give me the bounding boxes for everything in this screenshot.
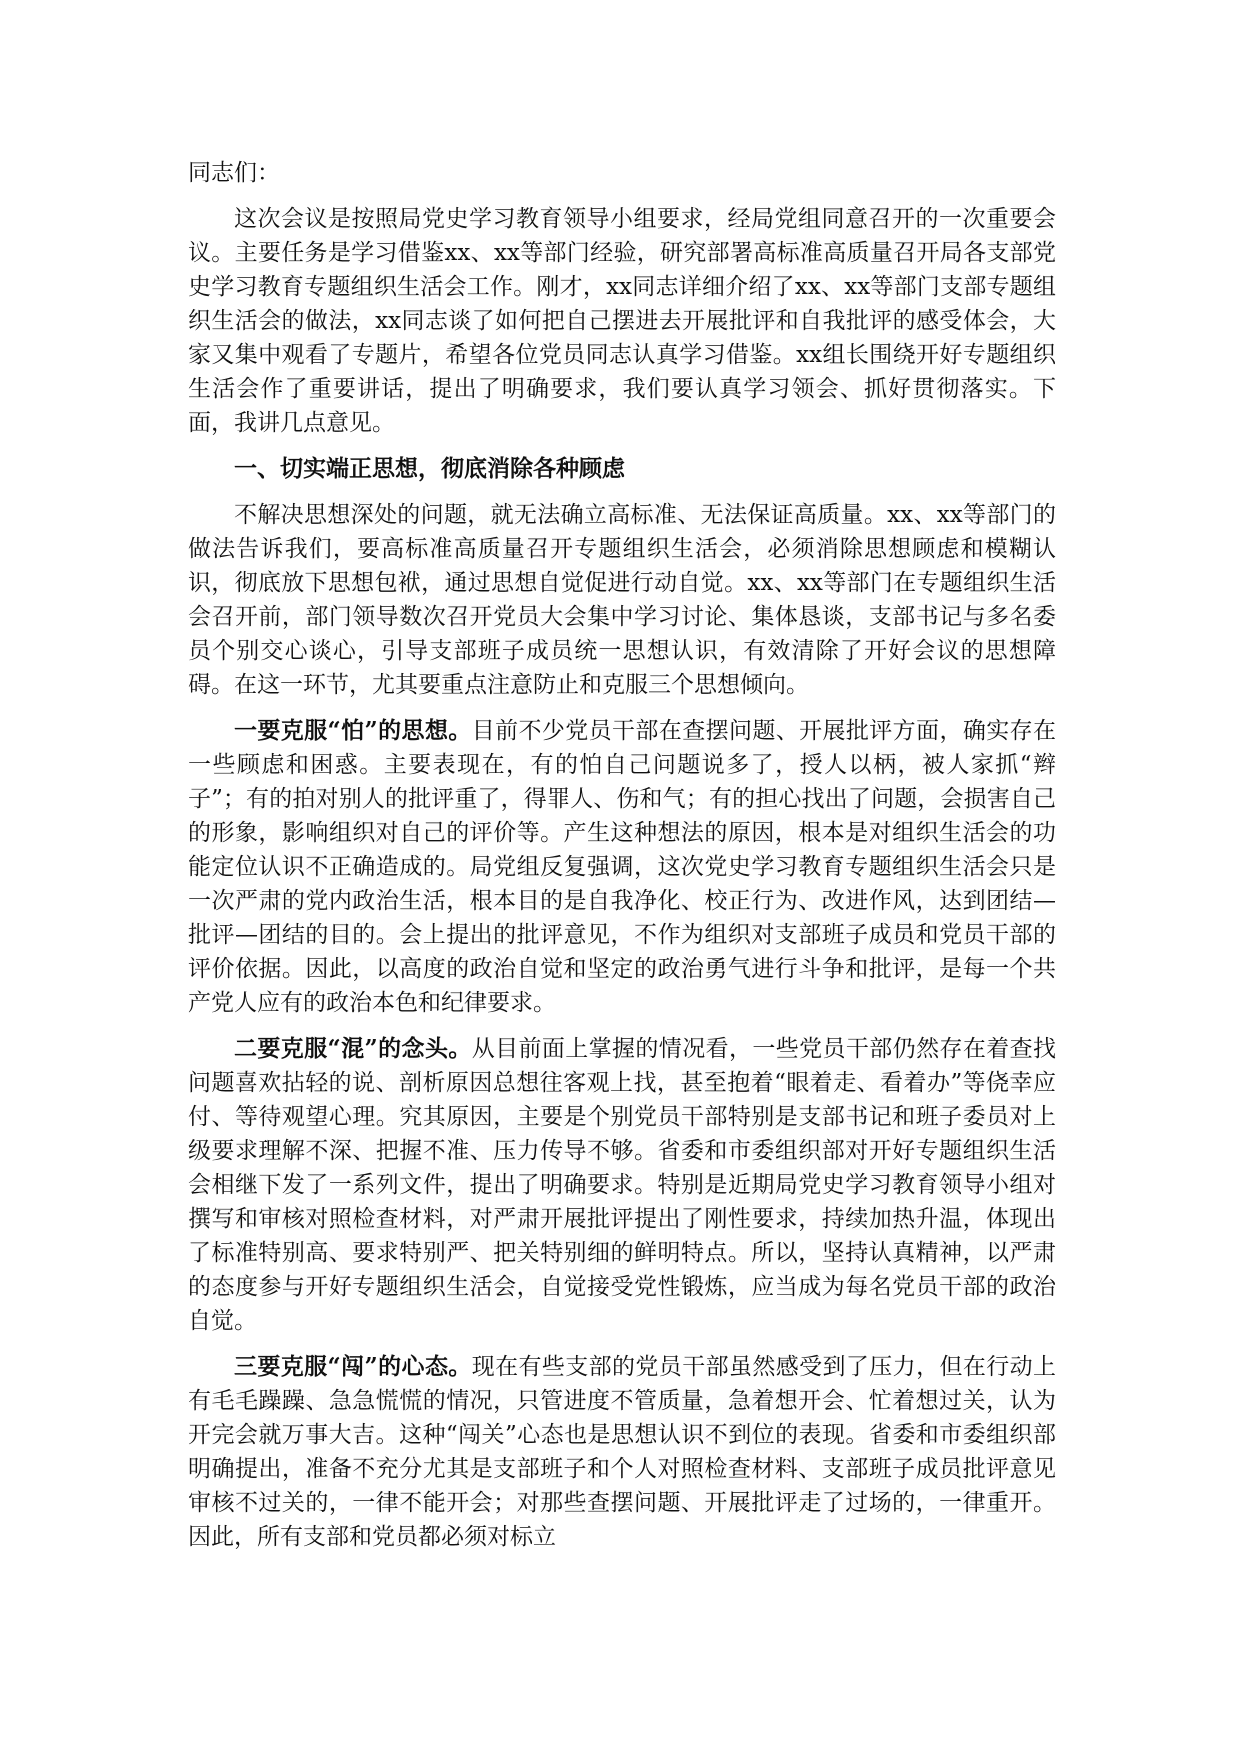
- point1-lead: 一要克服“怕”的思想。: [234, 717, 472, 744]
- point1-paragraph: [188, 714, 1056, 1020]
- point2-lead: 二要克服“混”的念头。: [234, 1035, 472, 1062]
- section-heading-1: 一、切实端正思想，彻底消除各种顾虑: [234, 455, 625, 482]
- intro-paragraph: 这次会议是按照局党史学习教育领导小组要求，经局党组同意召开的一次重要会议。主要任务是学习借鉴xx、xx等部门经验，研究部署高标准高质量召开局各支部党史学习教育专题组织生活会工作。刚才，xx同志详细介绍了xx、xx等部门支部专题组织生活会的做法，xx同志谈了如何把自己摆进去开展批评和自我批评的感受体会，大家又集中观看了专题片，希望各位党员同志认真学习借鉴。xx组长围绕开好专题组织生活会作了重要讲话，提出了明确要求，我们要认真学习领会、抓好贯彻落实。下面，我讲几点意见。: [188, 206, 1056, 436]
- point2-paragraph: [188, 1032, 1056, 1338]
- greeting: 同志们：: [188, 160, 280, 186]
- point3-lead: 三要克服“闯”的心态。: [234, 1353, 472, 1380]
- point1-body: 目前不少党员干部在查摆问题、开展批评方面，确实存在一些顾虑和困惑。主要表现在，有的怕自己问题说多了，授人以柄，被人家抓“辫子”；有的拍对别人的批评重了，得罪人、伤和气；有的担心找出了问题，会损害自己的形象，影响组织对自己的评价等。产生这种想法的原因，根本是对组织生活会的功能定位认识不正确造成的。局党组反复强调，这次党史学习教育专题组织生活会只是一次严肃的党内政治生活，根本目的是自我净化、校正行为、改进作风，达到团结—批评—团结的目的。会上提出的批评意见，不作为组织对支部班子成员和党员干部的评价依据。因此，以高度的政治自觉和坚定的政治勇气进行斗争和批评，是每一个共产党人应有的政治本色和纪律要求。: [188, 718, 1056, 1016]
- document-body: [188, 156, 1056, 1566]
- section1-paragraph: 不解决思想深处的问题，就无法确立高标准、无法保证高质量。xx、xx等部门的做法告诉我们，要高标准高质量召开专题组织生活会，必须消除思想顾虑和模糊认识，彻底放下思想包袱，通过思想自觉促进行动自觉。xx、xx等部门在专题组织生活会召开前，部门领导数次召开党员大会集中学习讨论、集体恳谈，支部书记与多名委员个别交心谈心，引导支部班子成员统一思想认识，有效清除了开好会议的思想障碍。在这一环节，尤其要重点注意防止和克服三个思想倾向。: [188, 502, 1056, 698]
- point3-body: 现在有些支部的党员干部虽然感受到了压力，但在行动上有毛毛躁躁、急急慌慌的情况，只管进度不管质量，急着想开会、忙着想过关，认为开完会就万事大吉。这种“闯关”心态也是思想认识不到位的表现。省委和市委组织部明确提出，准备不充分尤其是支部班子和个人对照检查材料、支部班子成员批评意见审核不过关的，一律不能开会；对那些查摆问题、开展批评走了过场的，一律重开。因此，所有支部和党员都必须对标立: [188, 1354, 1056, 1550]
- point3-paragraph: [188, 1350, 1056, 1554]
- point2-body: 从目前面上掌握的情况看，一些党员干部仍然存在着查找问题喜欢拈轻的说、剖析原因总想往客观上找，甚至抱着“眼着走、看着办”等侥幸应付、等待观望心理。究其原因，主要是个别党员干部特别是支部书记和班子委员对上级要求理解不深、把握不准、压力传导不够。省委和市委组织部对开好专题组织生活会相继下发了一系列文件，提出了明确要求。特别是近期局党史学习教育领导小组对撰写和审核对照检查材料，对严肃开展批评提出了刚性要求，持续加热升温，体现出了标准特别高、要求特别严、把关特别细的鲜明特点。所以，坚持认真精神，以严肃的态度参与开好专题组织生活会，自觉接受党性锻炼，应当成为每名党员干部的政治自觉。: [188, 1036, 1056, 1334]
